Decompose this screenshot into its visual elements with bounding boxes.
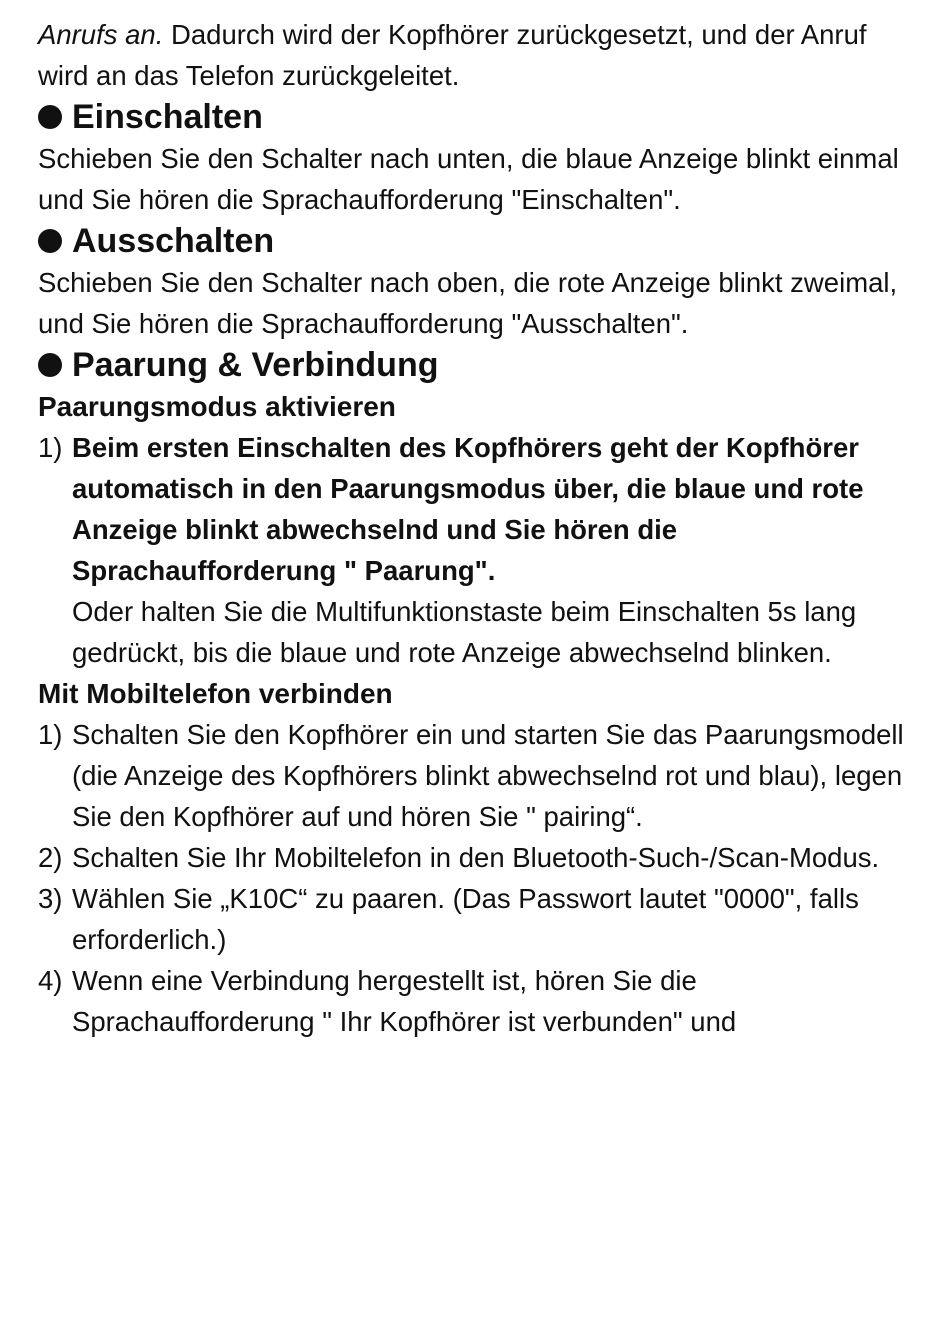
bullet-icon	[38, 229, 62, 253]
intro-text: Dadurch wird der Kopfhörer zurückgesetzt, und der Anruf wird an das Telefon zurückgeleitet.	[38, 19, 867, 91]
list-item	[38, 427, 918, 673]
manual-page	[38, 14, 918, 1042]
einschalten-text: Schieben Sie den Schalter nach unten, die blaue Anzeige blinkt einmal und Sie hören die Sprachaufforderung "Einschalten".	[38, 143, 899, 215]
step-normal-text: Oder halten Sie die Multifunktionstaste beim Einschalten 5s lang gedrückt, bis die blaue und rote Anzeige abwechselnd blinken.	[72, 596, 857, 668]
paarungsmodus-list	[38, 427, 918, 673]
list-item-body	[72, 427, 918, 673]
list-item-text: Wählen Sie „K10C“ zu paaren. (Das Passwort lautet "0000", falls erforderlich.)	[72, 883, 859, 955]
bullet-icon	[38, 353, 62, 377]
bullet-icon	[38, 105, 62, 129]
list-item-text: Schalten Sie Ihr Mobiltelefon in den Bluetooth-Such-/Scan-Modus.	[72, 842, 880, 873]
list-item	[38, 837, 918, 878]
section-ausschalten-heading	[38, 220, 918, 262]
intro-italic: Anrufs an.	[38, 19, 164, 50]
step-bold-text: Beim ersten Einschalten des Kopfhörers geht der Kopfhörer automatisch in den Paarungsmodus über, die blaue und rote Anzeige blinkt abwechselnd und Sie hören die Sprachaufforderung " Paarung".	[72, 432, 864, 586]
list-item-number: 1)	[38, 719, 63, 750]
list-item-text: Schalten Sie den Kopfhörer ein und starten Sie das Paarungsmodell (die Anzeige des Kopfhörers blinkt abwechselnd rot und blau), legen Sie den Kopfhörer auf und hören Sie " pairing“.	[72, 719, 904, 832]
list-item-number: 2)	[38, 842, 63, 873]
list-item-number: 3)	[38, 883, 63, 914]
ausschalten-text: Schieben Sie den Schalter nach oben, die rote Anzeige blinkt zweimal, und Sie hören die Sprachaufforderung "Ausschalten".	[38, 267, 898, 339]
subheading-paarungsmodus: Paarungsmodus aktivieren	[38, 391, 396, 422]
list-item-number: 4)	[38, 965, 63, 996]
list-item	[38, 960, 918, 1042]
list-item-text: Wenn eine Verbindung hergestellt ist, hören Sie die Sprachaufforderung " Ihr Kopfhörer ist verbunden" und	[72, 965, 737, 1037]
section-title: Paarung & Verbindung	[72, 346, 439, 384]
intro-paragraph	[38, 14, 918, 96]
section-title: Ausschalten	[72, 222, 275, 260]
subheading-mobiltelefon: Mit Mobiltelefon verbinden	[38, 678, 393, 709]
section-title: Einschalten	[72, 98, 263, 136]
verbinden-list	[38, 714, 918, 1042]
section-paarung-heading	[38, 344, 918, 386]
list-item	[38, 714, 918, 837]
list-item-number: 1)	[38, 432, 63, 463]
section-einschalten-heading	[38, 96, 918, 138]
list-item	[38, 878, 918, 960]
